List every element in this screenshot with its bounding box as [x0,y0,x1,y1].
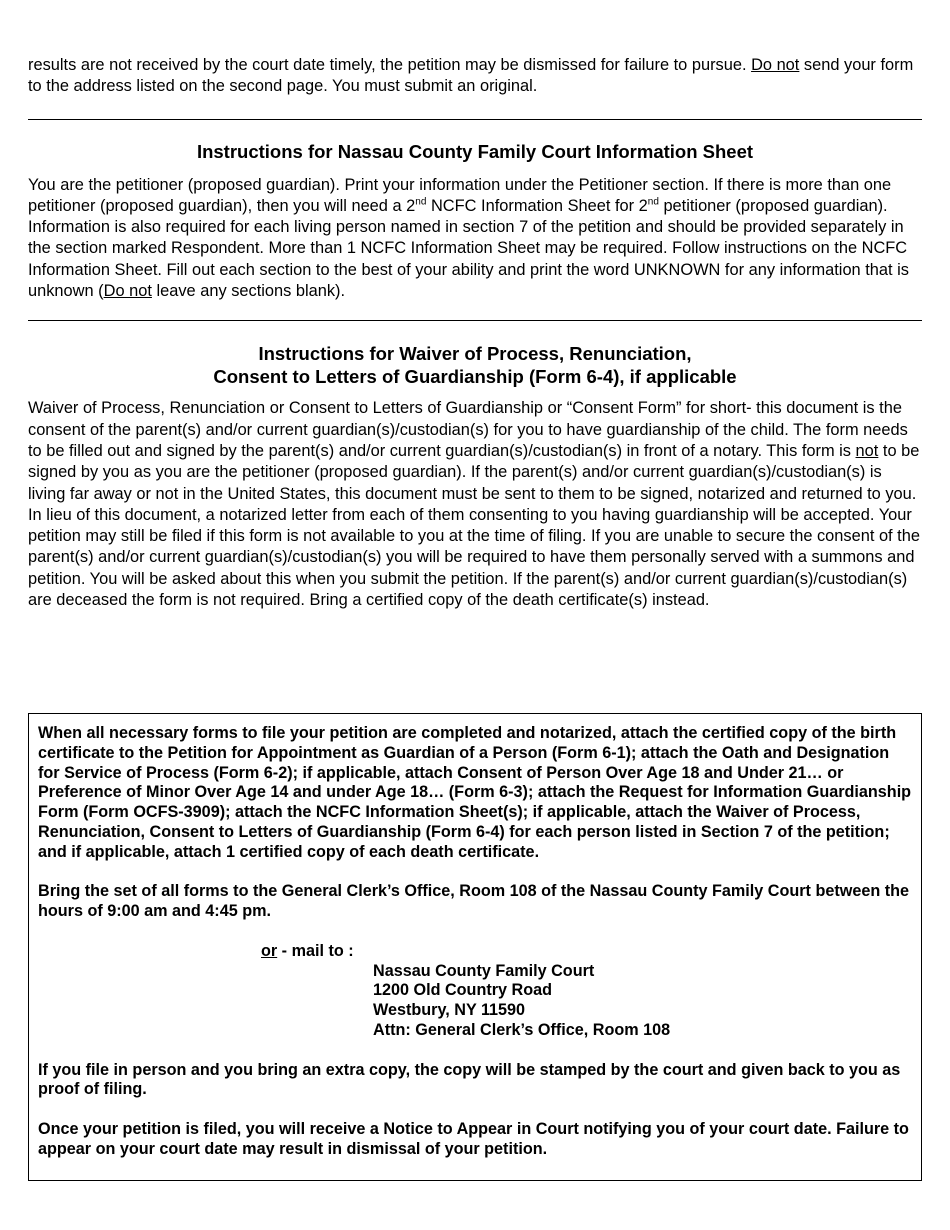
ncfc-heading: Instructions for Nassau County Family Court Information Sheet [196,140,754,162]
ncfc-do-not: Do not [103,282,152,301]
or-word: or [261,941,278,960]
ncfc-text: petitioner (proposed guardian). Information is also required for each living person named in section 7 of the petition and should be provided separately in the section marked Respondent. More than 1 NCFC Information Sheet may be required. Follow instructions on the NCFC Information Sheet. Fill out each section to the best of your ability and print the word UNKNOWN for any information that is unknown ( [28,196,909,301]
waiver-heading [28,342,922,388]
intro-do-not: Do not [751,56,800,74]
box-mail-line [38,942,912,962]
intro-text-end: send your form to the address listed on the second page. You must submit an original. [28,56,914,96]
waiver-text: Waiver of Process, Renunciation or Consent to Letters of Guardianship or “Consent Form” for short- this document is the consent of the parent(s) and/or current guardian(s)/custodian(s) for you to have guardianship of the child. The form needs to be filled out and signed by the parent(s) and/or current guardian(s)/custodian(s) in front of a notary. This form is [28,399,908,460]
ncfc-text-end: leave any sections blank). [151,282,346,301]
ncfc-sup: nd [647,196,659,208]
box-extra-copy-paragraph: If you file in person and you bring an extra copy, the copy will be stamped by the court and given back to you as proof of filing. [38,1060,901,1099]
divider [28,320,922,321]
address-line: Attn: General Clerk’s Office, Room 108 [373,1020,671,1039]
mailing-address [38,962,912,1041]
waiver-heading-line2: Consent to Letters of Guardianship (Form 6-4), if applicable [213,366,737,388]
waiver-paragraph [28,398,922,611]
address-line: Nassau County Family Court [373,961,595,980]
document-page [28,55,922,611]
mail-to-label: - mail to : [277,941,354,960]
box-notice-paragraph: Once your petition is filed, you will receive a Notice to Appear in Court notifying you of your court date. Failure to appear on your court date may result in dismissal of your petition. [38,1119,909,1158]
intro-paragraph [28,55,922,98]
ncfc-paragraph [28,175,922,303]
address-line: 1200 Old Country Road [373,981,552,1000]
box-bring-paragraph: Bring the set of all forms to the General Clerk’s Office, Room 108 of the Nassau County Family Court between the hours of 9:00 am and 4:45 pm. [38,882,909,921]
address-line: Westbury, NY 11590 [373,1001,526,1020]
ncfc-text: You are the petitioner (proposed guardian). Print your information under the Petitioner section. If there is more than one petitioner (proposed guardian), then you will need a 2 [28,175,892,215]
ncfc-sup: nd [415,196,427,208]
box-attach-paragraph: When all necessary forms to file your petition are completed and notarized, attach the certified copy of the birth certificate to the Petition for Appointment as Guardian of a Person (Form 6-1); attach the Oath and Designation for Service of Process (Form 6-2); if applicable, attach Consent of Person Over Age 18 and Under 21… or Preference of Minor Over Age 14 and under Age 18… (Form 6-3); attach the Request for Information Guardianship Form (Form OCFS-3909); attach the NCFC Information Sheet(s); if applicable, attach the Waiver of Process, Renunciation, Consent to Letters of Guardianship (Form 6-4) for each person listed in Section 7 of the petition; and if applicable, attach 1 certified copy of each death certificate. [38,724,912,861]
waiver-heading-line1: Instructions for Waiver of Process, Renunciation, [258,343,692,365]
intro-text: results are not received by the court date timely, the petition may be dismissed for failure to pursue. [28,56,752,74]
waiver-text-end: to be signed by you as you are the petitioner (proposed guardian). If the parent(s) and/or current guardian(s)/custodian(s) is living far away or not in the United States, this document must be sent to them to be signed, notarized and returned to you. In lieu of this document, a notarized letter from each of them consenting to you having guardianship will be accepted. Your petition may still be filed if this form is not available to you at the time of filing. If you are unable to secure the consent of the parent(s) and/or current guardian(s)/custodian(s) you will be required to have them personally served with a summons and petition. You will be asked about this when you submit the petition. If the parent(s) and/or current guardian(s)/custodian(s) are deceased the form is not required. Bring a certified copy of the death certificate(s) instead. [28,441,920,610]
ncfc-text: NCFC Information Sheet for 2 [426,196,648,215]
waiver-not: not [855,441,879,460]
filing-instructions-box [28,713,922,1181]
divider [28,119,922,120]
